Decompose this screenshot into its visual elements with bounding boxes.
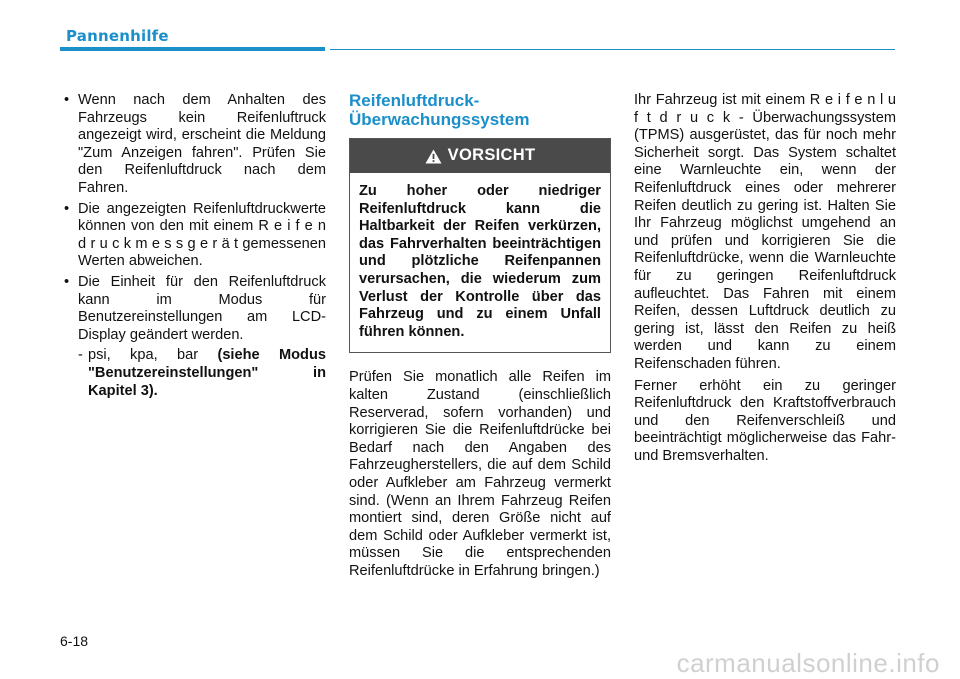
section-title: Pannenhilfe <box>66 27 169 45</box>
caution-text: Zu hoher oder niedriger Reifenluftdruck kann die Haltbarkeit der Reifen verkürzen, das Fahrverhalten beeinträchtigen und plötzliche Reifenpannen verursachen, die wiederum zum Verlust der Kontrolle über das Fahrzeug und zu einem Unfall führen können. <box>359 183 601 340</box>
bullet-item: • Die Einheit für den Reifenluftdruck kann im Modus für Benutzereinstellungen am LCD-Display geändert werden. <box>60 274 326 344</box>
sub-item-dash: - <box>78 347 83 364</box>
header-rule-thin <box>330 49 895 50</box>
sub-item-text: psi, kpa, bar <box>88 347 218 364</box>
caution-label: VORSICHT <box>447 146 536 165</box>
bullet-item: • Die angezeigten Reifenluftdruckwerte können von den mit einem R e i f e n d r u c k m e s s g e r ä t gemessenen Werten abweichen. <box>60 201 326 271</box>
sub-item-units <box>60 347 326 400</box>
paragraph: Ihr Fahrzeug ist mit einem R e i f e n l u f t d r u c k - Überwachungssystem (TPMS) ausgerüstet, das für noch mehr Sicherheit sorgt. Das System schaltet eine Warnleuchte ein, wenn der Reifenluftdruck eines oder mehrerer Reifen deutlich zu gering ist. Halten Sie Ihr Fahrzeug möglichst umgehend an und prüfen und korrigieren Sie die Reifenluftdrücke, wenn die Warnleuchte für zu geringen Reifenluftdruck aufleuchtet. Das Fahren mit einem Reifen, dessen Luftdruck deutlich zu gering ist, lässt den Reifen zu heiß werden und kann zu einem Reifenschaden führen. <box>634 92 896 372</box>
bullet-item: • Wenn nach dem Anhalten des Fahrzeugs kein Reifenluftruck angezeigt wird, erscheint die Meldung "Zum Anzeigen fahren". Prüfen Sie den Reifenluftdruck nach dem Fahren. <box>60 92 326 198</box>
caution-header <box>350 139 610 173</box>
column-right <box>634 92 896 469</box>
column-left <box>60 92 326 400</box>
warning-triangle-icon <box>425 149 442 164</box>
paragraph: Ferner erhöht ein zu geringer Reifenluftdruck den Kraftstoffverbrauch und den Reifenverschleiß und beeinträchtigt möglicherweise das Fahr- und Bremsverhalten. <box>634 377 896 464</box>
header-rule-thick <box>60 47 325 51</box>
watermark: carmanualsonline.info <box>676 648 940 678</box>
column-middle <box>349 92 611 584</box>
paragraph: Prüfen Sie monatlich alle Reifen im kalten Zustand (einschließlich Reserverad, sofern vorhanden) und korrigieren Sie die Reifenluftdrücke bei Bedarf nach den Angaben des Fahrzeugherstellers, die auf dem Schild oder Aufkleber am Fahrzeug vermerkt sind. (Wenn an Ihrem Fahrzeug Reifen montiert sind, deren Größe nicht auf dem Schild oder Aufkleber vermerkt ist, müssen Sie die entsprechenden Reifenluftdrücke in Erfahrung bringen.) <box>349 369 611 579</box>
sub-item-reference: (siehe Modus "Benutzereinstellungen" in Kapitel 3). <box>88 347 326 399</box>
page-number: 6-18 <box>60 633 89 649</box>
section-heading: Reifenluftdruck-Überwachungssystem <box>349 91 530 129</box>
caution-box <box>349 138 611 353</box>
